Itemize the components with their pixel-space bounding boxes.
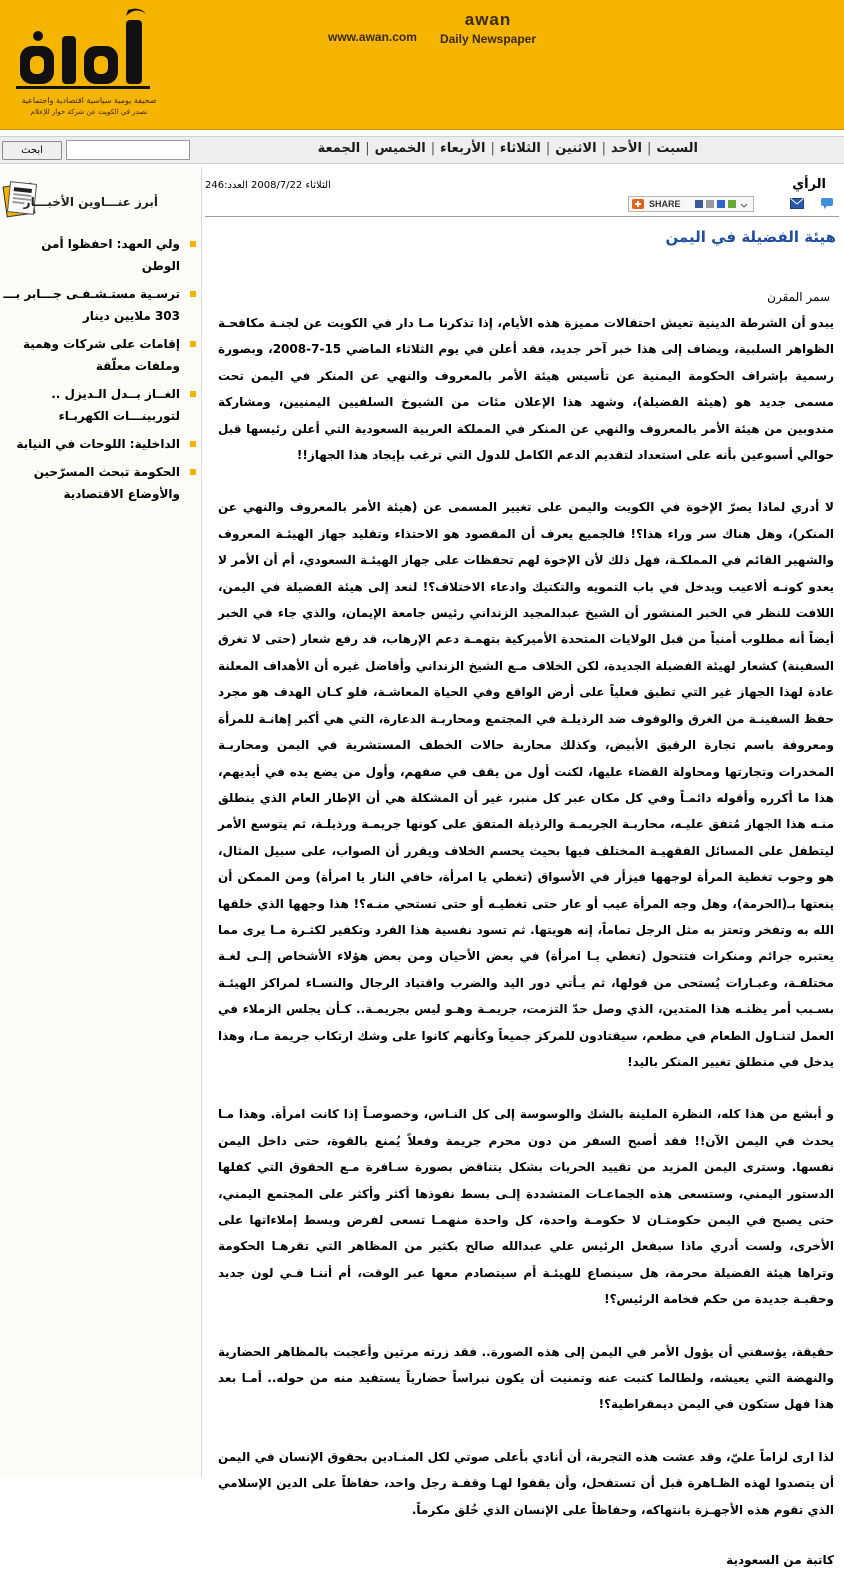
issue-date: الثلاثاء 2008/7/22 العدد:246 bbox=[205, 180, 331, 191]
headline-text: الغــاز بــدل الـديزل .. لتوربينـــات الكهربـاء bbox=[51, 387, 180, 423]
bullet-icon bbox=[190, 341, 196, 347]
tab-friday[interactable]: الجمعة bbox=[317, 141, 361, 156]
tab-tuesday[interactable]: الثلاثاء bbox=[499, 141, 541, 156]
bullet-icon bbox=[190, 241, 196, 247]
nav-separator: | bbox=[545, 141, 551, 156]
mail-icon[interactable] bbox=[790, 198, 804, 209]
brand-latin-name: awan bbox=[464, 10, 512, 29]
header-banner bbox=[0, 0, 844, 130]
comment-icon[interactable] bbox=[820, 197, 834, 209]
bullet-icon bbox=[190, 441, 196, 447]
logo-tagline: صحيفة يومية سياسية اقتصادية واجتماعية bbox=[21, 96, 157, 105]
nav-separator: | bbox=[490, 141, 495, 156]
headlines-sidebar bbox=[0, 167, 202, 1478]
headline-text: إقامات على شركات وهمية وملفات معلّقة bbox=[22, 337, 180, 373]
headline-link[interactable] bbox=[0, 283, 202, 327]
headline-text: ولي العهد: احفظوا أمن الوطن bbox=[41, 237, 180, 273]
headline-link[interactable] bbox=[0, 383, 202, 427]
sidebar-title: أبرز عنـــاوين الأخبـــار bbox=[23, 195, 158, 209]
bullet-icon bbox=[190, 291, 196, 297]
headline-text: الحكومة تبحث المسرّحين والأوضاع الاقتصادية bbox=[33, 465, 180, 501]
bullet-icon bbox=[190, 469, 196, 475]
site-url-link[interactable]: www.awan.com bbox=[328, 30, 417, 44]
article-body bbox=[218, 310, 834, 1573]
article-author: سمر المقرن bbox=[767, 290, 830, 304]
article-paragraph: لا أدري لماذا يصرّ الإخوة في الكويت واليمن على تغيير المسمى عن (هيئة الأمر بالمعروف والنهي عن المنكر)، وهل هناك سر وراء هذا؟! فالجميع يعرف أن المقصود هو الاحتذاء وتقليد جهاز الهيئـة المعروف والشهير القائم في المملكـة، فهل ذلك لأن الإخوة لهم تحفظات على جهاز الهيئـة السعودي، أم أن الأمر لا يعدو كونـه ألاعيب ويدخل في باب التمويه والتكتيك وادعاء الاختلاف؟! لنعد إلى هيئة الفضيلة في اليمن، اللافت للنظر في الخبر المنشور أن الشيخ عبدالمجيد الزنداني رئيس جامعة الإيمان، والذي جاء في الخبر أيضاً أنه مطلوب أمنياً من قبل الولايات المتحدة الأميركية بتهمـة دعم الإرهاب، قد رفع شعار (حتى لا تغرق السفينة) كشعار لهيئة الفضيلة الجديدة، لكن الخلاف مـع الشيخ الزنداني وأفاضل غيره أن الأهداف المعلنة عادة لهذا الجهاز غير التي تطبق فعلياً على أرض الواقع وفي الحياة المعاشـة، فلو كـان الهدف هو مجرد حفظ السفينـة من الغرق والوقوف ضد الرذيلـة في المجتمع ومحاربـة الدعارة، التي هي أكبر إهانـة للمرأة ومعروفة باسم تجارة الرقيق الأبيض، وكذلك محاربة حالات الخطف المستشرية في اليمن ومحاربـة المخدرات وتجارتها ومحاولة القضاء عليها، لكنت أول من يقف في صفهم، وأول من يضع يده في أيديهم، هذا ما أكرره وأقوله دائمـاً وفي كل مكان عبر كل منبر، غير أن المشكلة هي أن الإطار العام الذي ينطلق منـه هذا الجهاز مُتفق عليـه، محاربـة الجريمـة والرذيلة المتفق على كونها جريمـة ورذيلـة، ثم يتوسع الأمر ليتطفل على المسائل الفقهيـة المختلف فيها بحيث يحسم الخلاف ويقرر أن الصواب، على سبيل المثال، هو وجوب تغطية المرأة لوجهها فيزأر في الأسواق (تغطي يا امرأة، خافي النار يا امرأة) ومن الممكن أن ينعتها بـ(الحرمة)، وهل وجه المرأة عيب أو عار حتى تغطيـه أو حتى تستحي منـه؟! هذا وجهها الذي خلقها الله به وتفخر وتعتز به مثل الرجل تماماً، إنه هويتها. ثم تسود نفسية هذا الفرد وتكفير لكثـرة مـا يرى مما يعتبره جرائم ومنكرات فتتحول (تغطي يـا امرأة) في بعض الأحيان ومن بعض هؤلاء الأشخاص إلـى لغـة مختلفـة، وعبـارات يُستحى من قولها، ثم يـأتي دور اليد والضرب واقتياد الرجال والنسـاء لمراكز الهيئـة بسـبب أمر يظنـه هذا المتدين، الذي وصل حدّ التزمت، جريمـة وهـو ليس بجريمـة.. كـأن يجلس الزملاء في العمل لتنـاول الطعام في مطعم، سيقتادون للمركز جميعاً وكأنهم كانوا على وشك ارتكاب جريمة مـا، وهذا يدخل في منطلق تغيير المنكر باليد! bbox=[218, 500, 834, 1069]
nav-separator: | bbox=[646, 141, 652, 156]
tab-sunday[interactable]: الأحد bbox=[610, 141, 642, 156]
day-nav-bar bbox=[0, 136, 844, 164]
nav-separator: | bbox=[430, 141, 436, 156]
share-plus-icon bbox=[632, 199, 644, 209]
article-signature: كاتبة من السعودية bbox=[726, 1553, 834, 1568]
headline-link[interactable] bbox=[0, 333, 202, 377]
tab-thursday[interactable]: الخميس bbox=[374, 141, 426, 156]
share-label: SHARE bbox=[649, 199, 681, 209]
headline-text: الداخلية: اللوحات في النيابة bbox=[16, 437, 180, 451]
header-rule bbox=[205, 216, 839, 217]
logo-wordmark-icon bbox=[14, 6, 164, 94]
section-title: الرأي bbox=[792, 177, 826, 192]
search-input[interactable] bbox=[66, 140, 190, 160]
headline-text: ترسـية مستـشـفـى جـــابر بـــ 303 ملايين دينار bbox=[3, 287, 180, 323]
tab-monday[interactable]: الاثنين bbox=[555, 141, 597, 156]
sidebar-header bbox=[0, 171, 202, 225]
day-links bbox=[318, 141, 698, 156]
headline-link[interactable] bbox=[0, 461, 202, 505]
headline-link[interactable] bbox=[0, 233, 202, 277]
share-button[interactable] bbox=[628, 196, 754, 212]
article-paragraph: يبدو أن الشرطة الدينية تعيش احتفالات مميزة هذه الأيام، إذا تذكرنا مـا دار في الكويت عن لجنـة مكافحـة الظواهر السلبية، ويضاف إلى هذا خبر آخر جديد، فقد أعلن في يوم الثلاثاء الماضي 15-7-2008، وبصورة رسمية بإشراف الحكومة اليمنية عن تأسيس هيئة الأمر بالمعروف والنهي عن المنكر في اليمن تحت مسمى جديد هو (هيئة الفضيلة)، وشهد هذا الإعلان مئات من الشيوخ السلفيين اليمنيين، ومشاركة مندوبين من هيئة الأمر بالمعروف والنهي عن المنكر في المملكة العربية السعودية التي أعلن رئيسها قبل حوالي أسبوعين بأنه على استعداد لتقديم الدعم الكامل للدول التي ترغب بإيجاد هذا الجهاز!! bbox=[218, 316, 834, 463]
headline-list bbox=[0, 233, 202, 511]
article-headline: هيئة الفضيلة في اليمن bbox=[665, 228, 836, 246]
site-logo[interactable] bbox=[6, 4, 171, 122]
nav-separator: | bbox=[365, 141, 370, 156]
bullet-icon bbox=[190, 391, 196, 397]
search-button[interactable]: ابحث bbox=[2, 141, 62, 160]
article-paragraph: و أبشع من هذا كله، النظرة الملينة بالشك والوسوسة إلى كل النـاس، وخصوصـاً إذا كانت امرأة. وهذا مـا يحدث في اليمن الآن!! فقد أصبح السفر من دون محرم جريمة وفعلاً يُمنع بالقوة، حتى داخل اليمن نفسها. وسترى اليمن المزيد من تقييد الحريات بشكل يتناقض بصورة سـافرة مـع الحقوق التي كفلها الدستور اليمني، وستسعى هذه الجماعـات المتشددة إلـى بسط نفوذها أكثر وأكثر على المجتمع اليمني، حتى يصبح في اليمن حكومتـان لا حكومـة واحدة، كل واحدة منهمـا تسعى لفرض وبسط إملاءاتها على الأخرى، ولست أدري ماذا سيفعل الرئيس علي عبدالله صالح بكثير من المظاهر التي تقرهـا الحكومة وتراها هيئة الفضيلة محرمة، هل سينصاع للهيئـة أم سيتصادم معها عبر الوقت، أم أننـا فـي لون جديد وحقبـة جديدة من حكم فخامة الرئيس؟! bbox=[218, 1107, 834, 1307]
tab-saturday[interactable]: السبت bbox=[656, 141, 698, 156]
nav-separator: | bbox=[601, 141, 606, 156]
social-icons bbox=[695, 199, 749, 209]
article-paragraph: حقيقة، يؤسفني أن يؤول الأمر في اليمن إلى هذه الصورة.. فقد زرته مرتين وأعجبت بالمظاهر الحضارية والنهضة التي يعيشه، ولطالما كتبت عنه وتمنيت أن يكون نبراساً حضارياً يستفيد منه من حوله.. أمـا بعد هذا فهل ستكون في اليمن ديمقراطية؟! bbox=[218, 1344, 834, 1412]
logo-subtagline: تصدر في الكويت عن شركة حوار للإعلام bbox=[30, 108, 148, 116]
article-paragraph: لذا ارى لزاماً عليّ، وقد عشت هذه التجربة، أن أنادي بأعلى صوتي لكل المنـادين بحقوق الإنسان في اليمن أن يتصدوا لهذه الظـاهرة قبل أن تستفحل، وأن يقفوا لهـا وقفـة رجل واحد، حفاظاً على الدين الإسلامي الذي تقوم هذه الأجهـزة بانتهاكه، وحفاظاً على الإنسان الذي خُلق مكرماً. bbox=[218, 1449, 834, 1517]
tab-wednesday[interactable]: الأربعاء bbox=[440, 141, 486, 156]
brand-subtitle: Daily Newspaper bbox=[439, 32, 537, 46]
headline-link[interactable] bbox=[0, 433, 202, 455]
brand-box bbox=[438, 10, 538, 46]
